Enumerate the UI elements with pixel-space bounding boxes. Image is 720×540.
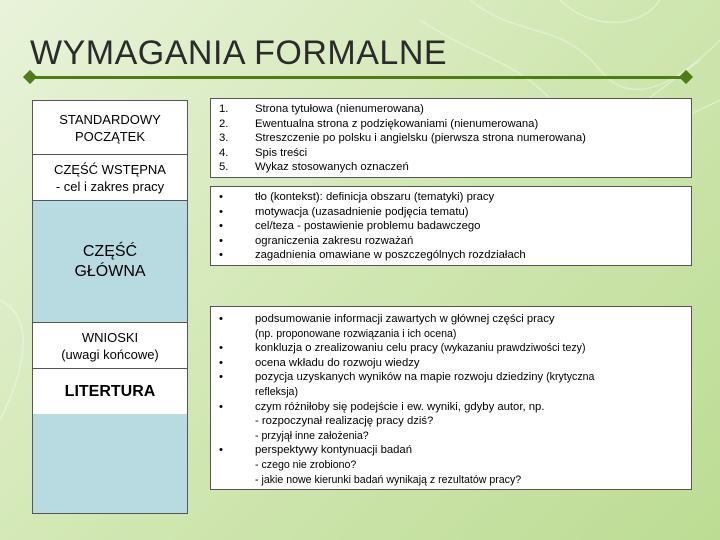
list-item (219, 312, 687, 327)
list-item-text: zagadnienia omawiane w poszczególnych rozdziałach (255, 249, 526, 262)
list-item-text: Strona tytułowa (255, 103, 333, 115)
list-item-note: (pierwsza strona numerowana) (427, 132, 586, 145)
list-item-note: (np. proponowane rozwiązania i ich ocena) (255, 327, 457, 340)
list-item-note: - czego nie zrobiono? (255, 458, 357, 471)
list-item-text: czym różniłoby się podejście i ew. wyniki, gdyby autor, np. (255, 400, 545, 413)
list-item (219, 117, 687, 132)
bullet-marker (219, 429, 255, 444)
bullet-marker (219, 458, 255, 473)
bullet-marker: • (219, 234, 223, 247)
list-item-text: tło (kontekst): definicja obszaru (tematyki) pracy (255, 191, 495, 203)
list-item-text: - rozpoczynał realizację pracy dziś? (255, 415, 434, 428)
list-item-text: Spis treści (255, 146, 308, 159)
list-item-text: Ewentualna strona z podziękowaniami (255, 117, 448, 130)
list-item-note: (nienumerowana) (332, 103, 424, 115)
standard-start-panel (210, 98, 692, 178)
intro-part-subtitle: - cel i zakres pracy (55, 179, 165, 194)
list-item-note: (nienumerowana) (447, 117, 539, 130)
list-item (219, 458, 687, 473)
bullet-marker: • (219, 400, 223, 413)
list-item (219, 205, 687, 220)
standard-start-box (32, 100, 188, 154)
list-marker: 3. (219, 132, 229, 145)
list-item-text: motywacja (uzasadnienie podjęcia tematu) (255, 205, 469, 218)
list-item (219, 385, 687, 400)
standard-start-label: STANDARDOWY POCZĄTEK (59, 111, 161, 144)
list-item-text: ocena wkładu do rozwoju wiedzy (255, 356, 420, 369)
list-marker: 2. (219, 117, 229, 130)
list-item-note: (wykazaniu prawdziwości tezy) (437, 342, 586, 355)
conclusions-box (32, 322, 188, 368)
list-item (219, 146, 687, 161)
bullet-marker: • (219, 356, 223, 369)
intro-part-panel (210, 186, 692, 266)
list-item (219, 248, 687, 263)
list-item (219, 341, 687, 356)
intro-part-title: CZĘŚĆ WSTĘPNA (54, 162, 166, 177)
list-marker: 5. (219, 161, 229, 174)
list-item-text: pozycja uzyskanych wyników na mapie rozwoju dziedziny (255, 371, 544, 384)
literature-box (32, 368, 188, 414)
list-item-text: Streszczenie po polsku i angielsku (255, 132, 428, 145)
list-marker: 4. (219, 146, 229, 159)
conclusions-subtitle: (uwagi końcowe) (61, 346, 159, 362)
list-item-text: podsumowanie informacji zawartych w głównej części pracy (255, 313, 555, 325)
list-item-text: Wykaz stosowanych oznaczeń (255, 161, 409, 174)
list-item (219, 356, 687, 371)
list-item (219, 219, 687, 234)
bullet-marker (219, 385, 255, 400)
bullet-marker: • (219, 444, 223, 457)
bullet-marker: • (219, 220, 223, 233)
list-item (219, 473, 687, 488)
list-item (219, 190, 687, 205)
list-item (219, 429, 687, 444)
list-item (219, 160, 687, 175)
bullet-marker: • (219, 313, 223, 325)
list-item-text: ograniczenia zakresu rozważań (255, 234, 414, 247)
list-item-text: konkluzja o zrealizowaniu celu pracy (255, 342, 438, 355)
bullet-marker: • (219, 342, 223, 355)
list-item (219, 443, 687, 458)
list-item (219, 370, 687, 385)
bullet-marker: • (219, 371, 223, 384)
main-part-box (32, 200, 188, 322)
bullet-marker: • (219, 191, 223, 203)
list-item-note: - przyjął inne założenia? (255, 429, 369, 442)
list-item (219, 327, 687, 342)
list-item-note: - jakie nowe kierunki badań wynikają z rezultatów pracy? (255, 473, 522, 486)
intro-part-box (32, 154, 188, 200)
conclusions-title: WNIOSKI (81, 329, 139, 345)
list-item-text: perspektywy kontynuacji badań (255, 444, 412, 457)
list-marker: 1. (219, 103, 229, 115)
bullet-marker (219, 414, 255, 429)
list-item (219, 102, 687, 117)
bullet-marker: • (219, 205, 223, 218)
bullet-marker: • (219, 249, 223, 262)
list-item-note: (krytyczna (543, 371, 595, 384)
main-part-label: CZĘŚĆ GŁÓWNA (74, 242, 146, 280)
conclusions-panel (210, 306, 692, 490)
list-item (219, 414, 687, 429)
bullet-marker (219, 327, 255, 342)
list-item (219, 131, 687, 146)
page-title: WYMAGANIA FORMALNE (30, 34, 448, 72)
list-item-note: refleksja) (255, 385, 298, 398)
list-item (219, 400, 687, 415)
list-item (219, 234, 687, 249)
literature-label: LITERTURA (64, 383, 156, 400)
bullet-marker (219, 473, 255, 488)
list-item-text: cel/teza - postawienie problemu badawczego (255, 220, 481, 233)
